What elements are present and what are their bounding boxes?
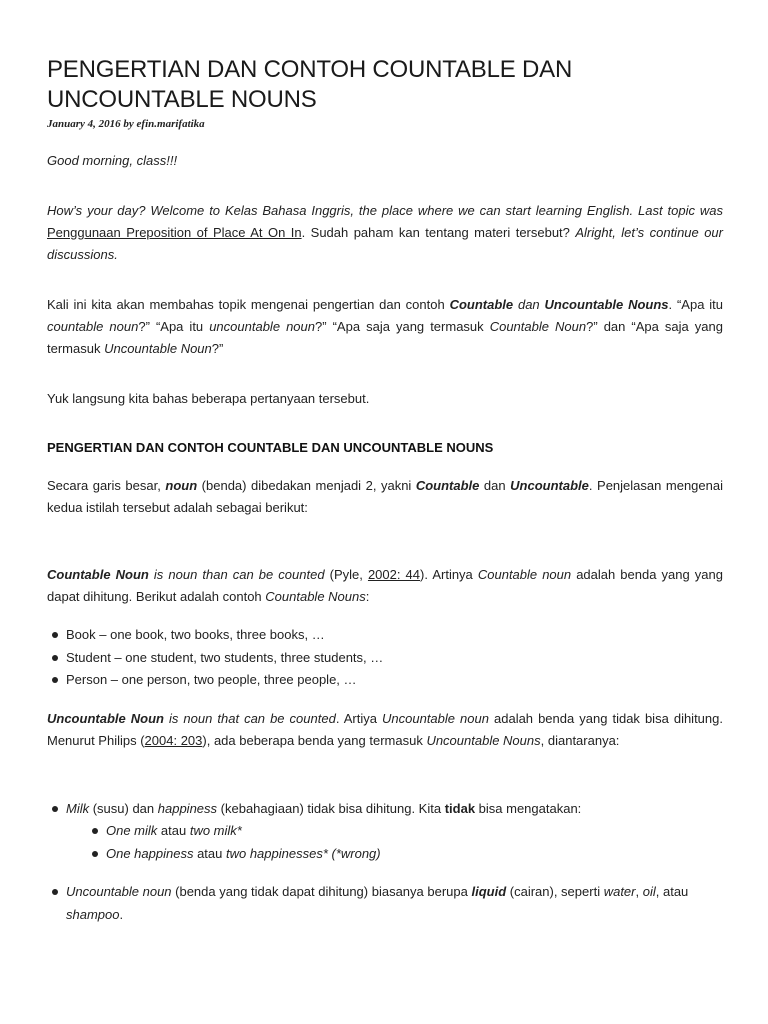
citation-pyle-link[interactable]: 2002: 44 xyxy=(367,567,421,582)
countable-text: adalah benda yang yang dapat dihitung. Berikut adalah contoh xyxy=(47,567,723,604)
topic-term: Uncountable Noun xyxy=(104,341,212,356)
intro-text: How’s your day? Welcome to Kelas Bahasa Inggris, the place where we can start learning English. Last topic was xyxy=(47,203,723,218)
overview-text: (benda) dibedakan menjadi 2, yakni xyxy=(197,478,416,493)
overview-paragraph xyxy=(47,475,723,519)
section-heading: PENGERTIAN DAN CONTOH COUNTABLE DAN UNCOUNTABLE NOUNS xyxy=(47,440,494,455)
topic-paragraph xyxy=(47,294,723,360)
countable-term: Countable Noun xyxy=(47,567,149,582)
topic-term: Countable xyxy=(449,297,514,312)
topic-term: uncountable noun xyxy=(209,319,315,334)
rule-emphasis: liquid xyxy=(471,884,507,899)
sub-text: two happinesses* (*wrong) xyxy=(225,845,381,861)
list-item-milk xyxy=(47,798,723,866)
rule-term: oil xyxy=(642,884,656,899)
rule-text: (kebahagiaan) tidak bisa dihitung. Kita xyxy=(217,800,445,816)
intro-text: . Sudah paham kan tentang materi tersebut? xyxy=(301,225,576,240)
topic-term: Uncountable Nouns xyxy=(544,297,669,312)
uncountable-text: ), ada beberapa benda yang termasuk xyxy=(202,732,427,748)
overview-text: dan xyxy=(479,478,511,493)
topic-text: ?” dan “Apa saja yang termasuk xyxy=(47,319,723,356)
uncountable-text: , diantaranya: xyxy=(540,732,620,748)
greeting-paragraph xyxy=(47,150,723,172)
sub-list-item xyxy=(85,843,742,866)
post-by: by xyxy=(123,118,134,130)
transition-paragraph: Yuk langsung kita bahas beberapa pertanyaan tersebut. xyxy=(47,391,370,406)
countable-term: Countable Nouns xyxy=(265,589,366,604)
topic-term: Countable Noun xyxy=(489,319,587,334)
post-title: PENGERTIAN DAN CONTOH COUNTABLE DAN UNCOUNTABLE NOUNS xyxy=(47,56,573,113)
uncountable-text: adalah benda yang tidak bisa dihitung. Menurut Philips ( xyxy=(47,710,723,748)
rule-text: , xyxy=(635,884,643,899)
topic-text: dan xyxy=(513,297,545,312)
uncountable-rules-list xyxy=(47,798,723,927)
intro-paragraph xyxy=(47,200,723,266)
uncountable-term: Uncountable Nouns xyxy=(426,732,541,748)
countable-term: Countable noun xyxy=(477,567,572,582)
countable-text: : xyxy=(365,589,370,604)
uncountable-term: Uncountable Noun xyxy=(47,710,164,726)
post-meta xyxy=(47,118,723,130)
sub-text: atau xyxy=(157,823,190,838)
rule-term: happiness xyxy=(157,800,218,816)
overview-term: Uncountable xyxy=(510,478,589,493)
rule-text: (cairan), seperti xyxy=(506,884,604,899)
countable-text: ). Artinya xyxy=(420,567,478,582)
milk-sub-list xyxy=(66,820,723,865)
intro-text: Alright, let’s continue our discussions. xyxy=(47,225,723,262)
topic-text: ?” “Apa saja yang termasuk xyxy=(315,319,490,334)
uncountable-text: . Artiya xyxy=(335,710,383,726)
topic-text: . “Apa itu xyxy=(668,297,724,312)
countable-examples-list xyxy=(47,624,723,692)
rule-text: . xyxy=(119,906,124,922)
greeting-text: Good morning, class!!! xyxy=(47,153,178,168)
list-item: Student – one student, two students, three students, … xyxy=(47,647,723,670)
rule-emphasis: tidak xyxy=(444,800,476,816)
overview-term: noun xyxy=(165,478,198,493)
sub-text: atau xyxy=(193,845,226,861)
article xyxy=(47,0,723,926)
post-date[interactable]: January 4, 2016 xyxy=(47,118,121,130)
sub-list-item xyxy=(85,820,742,843)
topic-text: Kali ini kita akan membahas topik mengenai pengertian dan contoh xyxy=(47,297,450,312)
rule-term: Milk xyxy=(66,800,90,816)
topic-text: ?” xyxy=(211,341,224,356)
rule-text: , atau xyxy=(655,884,689,899)
list-item: Book – one book, two books, three books, … xyxy=(47,624,723,647)
rule-term: shampoo xyxy=(66,906,120,922)
uncountable-definition xyxy=(47,708,723,752)
citation-philips-link[interactable]: 2004: 203 xyxy=(144,732,203,748)
previous-topic-link[interactable]: Penggunaan Preposition of Place At On In xyxy=(47,225,302,240)
uncountable-text: is noun that can be counted xyxy=(163,710,336,726)
sub-text: One milk xyxy=(106,823,158,838)
uncountable-term: Uncountable noun xyxy=(382,710,489,726)
list-item-liquid xyxy=(47,881,723,926)
overview-text: Secara garis besar, xyxy=(47,478,166,493)
rule-term: water xyxy=(603,884,636,899)
rule-text: (susu) dan xyxy=(89,800,158,816)
rule-text: bisa mengatakan: xyxy=(475,800,582,816)
overview-term: Countable xyxy=(415,478,480,493)
rule-term: Uncountable noun xyxy=(66,884,172,899)
countable-text: is noun than can be counted xyxy=(148,567,325,582)
countable-definition xyxy=(47,564,723,608)
topic-text: ?” “Apa itu xyxy=(138,319,210,334)
overview-text: . Penjelasan mengenai kedua istilah tersebut adalah sebagai berikut: xyxy=(47,478,723,515)
sub-text: One happiness xyxy=(106,845,194,861)
topic-term: countable noun xyxy=(47,319,139,334)
rule-text: (benda yang tidak dapat dihitung) biasanya berupa xyxy=(171,884,472,899)
countable-text: (Pyle, xyxy=(324,567,368,582)
sub-text: two milk* xyxy=(189,823,242,838)
post-author[interactable]: efin.marifatika xyxy=(136,118,205,130)
list-item: Person – one person, two people, three people, … xyxy=(47,669,723,692)
